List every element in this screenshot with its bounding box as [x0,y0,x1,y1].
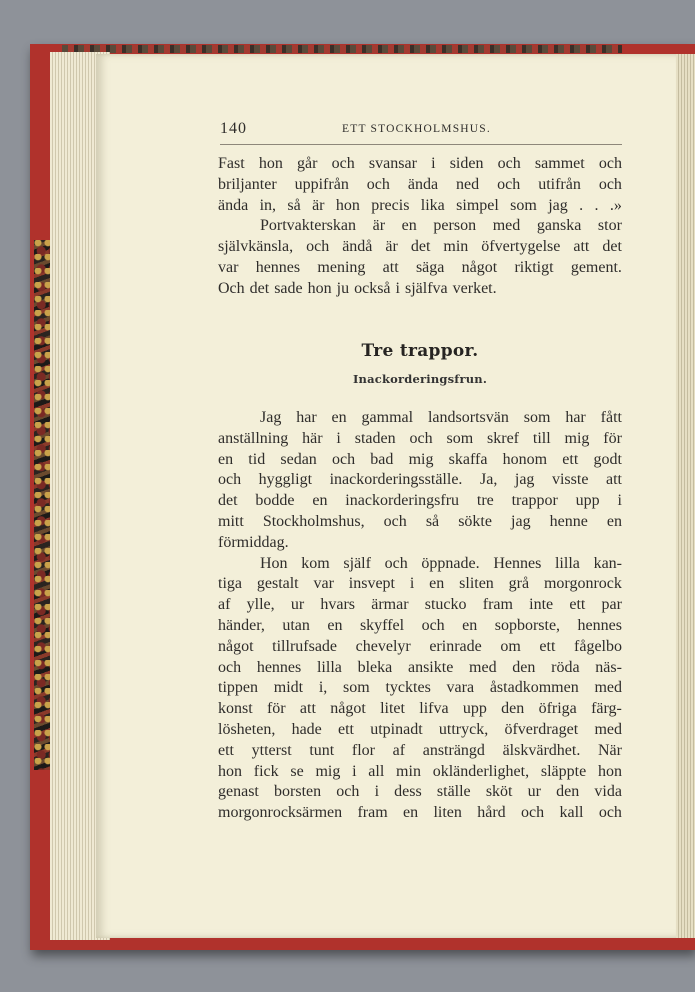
text-line: Och det sade hon ju också i själfva verket. [218,279,497,297]
text-line: något tillrufsade chevelyr erinrade om ett fågelbo [218,637,622,655]
text-line: mitt Stockholmshus, och så sökte jag henne en [218,512,622,530]
text-line: det bodde en inackorderingsfru tre trappor upp i [218,492,622,510]
text-line: Hon kom själf och öppnade. Hennes lilla kan- [260,554,622,572]
text-line: lösheten, hade ett utpinadt uttryck, öfverdraget med [218,720,622,738]
text-line: och hyggligt inackorderingsställe. Ja, jag visste att [218,471,622,489]
text-line: Portvakterskan är en person med ganska stor [260,217,622,235]
text-line: tippen midt i, som tycktes vara åstadkommen med [218,679,622,697]
text-line: händer, utan en skyffel och en sopborste, hennes [218,616,622,634]
text-block-two [218,408,622,824]
chapter-title: Tre trappor. [361,341,479,361]
book-headband [62,45,622,53]
text-line: Jag har en gammal landsortsvän som har fått [260,409,622,426]
text-line: ett ytterst tunt flor af ansträngd älskvärdhet. När [218,741,622,759]
text-line: var hennes mening att säga något riktigt gement. [218,258,622,276]
text-line: en tid sedan och bad mig skaffa honom ett godt [218,450,622,468]
text-line: genast borsten och i dess ställe sköt ur den vida [218,783,622,801]
text-line: konst för att något litet lifva upp den öfriga färg- [218,700,622,718]
text-line: anställning här i staden och som skref till mig för [218,429,622,447]
running-head: ETT STOCKHOLMSHUS. [342,123,491,135]
text-line: självkänsla, och ändå är det min öfvertygelse att det [218,238,622,256]
page-number: 140 [220,120,247,137]
page-header [220,120,622,145]
text-line: förmiddag. [218,533,289,551]
text-line: af ylle, ur hvars ärmar stucko fram inte ett par [218,596,622,614]
text-line: Fast hon går och svansar i siden och sammet och [218,155,622,172]
text-line: morgonrocksärmen fram en liten hård och kall och [218,804,622,822]
text-line: tiga gestalt var insvept i en sliten grå morgonrock [218,575,622,593]
text-line: ända in, så är hon precis lika simpel som jag . . .» [218,196,622,214]
text-line: och hennes lilla bleka ansikte med den röda näs- [218,658,622,676]
chapter-subtitle: Inackorderingsfrun. [352,372,488,386]
text-block-one [218,154,622,300]
page-edges-right [676,54,695,938]
text-line: hon fick se mig i all min okländerlighet, släppte hon [218,762,622,780]
text-line: briljanter uppifrån och ända ned och utifrån och [218,175,622,193]
